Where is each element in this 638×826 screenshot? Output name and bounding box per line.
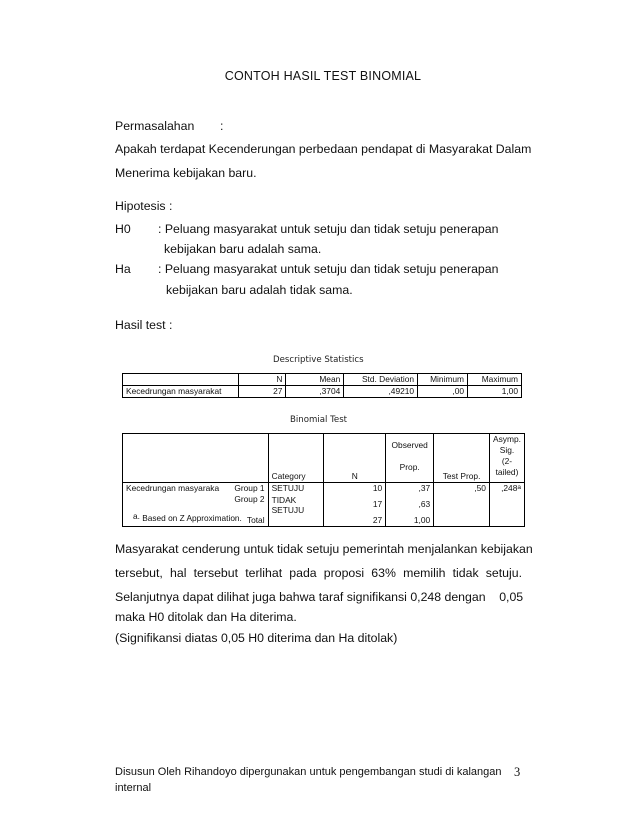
binomial-corner-cell xyxy=(123,434,269,483)
binomial-header-asymp: Asymp. Sig. xyxy=(489,434,524,457)
binomial-header-tailed: (2-tailed) xyxy=(489,456,524,478)
conclusion-line-5: (Signifikansi diatas 0,05 H0 diterima dan Ha ditolak) xyxy=(115,631,398,645)
descriptive-corner-cell xyxy=(123,374,239,386)
ha-line-1: : Peluang masyarakat untuk setuju dan tidak setuju penerapan xyxy=(158,262,499,276)
page-number: 3 xyxy=(514,765,521,779)
binomial-header-observed: Observed xyxy=(386,434,434,457)
ha-line-2: kebijakan baru adalah tidak sama. xyxy=(166,283,353,297)
descriptive-value-max: 1,00 xyxy=(468,386,522,398)
binomial-group-2-label: Group 2 xyxy=(234,494,265,504)
footer-line-2: internal xyxy=(115,782,152,794)
binomial-group-1-test-prop: ,50 xyxy=(434,483,490,495)
h0-line-1: : Peluang masyarakat untuk setuju dan tidak setuju penerapan xyxy=(158,222,499,236)
descriptive-caption: Descriptive Statistics xyxy=(273,355,364,365)
binomial-header-n-blank xyxy=(324,434,386,457)
binomial-sig-footnote-mark: a xyxy=(517,484,521,491)
descriptive-header-mean: Mean xyxy=(286,374,344,386)
binomial-header-test-blank xyxy=(434,434,490,457)
descriptive-header-min: Minimum xyxy=(418,374,468,386)
binomial-header-n: N xyxy=(324,456,386,483)
binomial-group-1-label: Group 1 xyxy=(230,483,268,495)
descriptive-value-mean: ,3704 xyxy=(286,386,344,398)
binomial-footnote: a. Based on Z Approximation. xyxy=(133,511,242,523)
descriptive-value-std: ,49210 xyxy=(344,386,418,398)
descriptive-header-n: N xyxy=(238,374,286,386)
page-title: CONTOH HASIL TEST BINOMIAL xyxy=(224,69,422,83)
binomial-caption: Binomial Test xyxy=(290,415,348,425)
permasalahan-line-2: Menerima kebijakan baru. xyxy=(115,166,257,180)
permasalahan-label: Permasalahan xyxy=(115,119,195,133)
conclusion-line-4: maka H0 ditolak dan Ha diterima. xyxy=(115,610,297,624)
binomial-total-n: 27 xyxy=(324,515,386,527)
descriptive-header-max: Maximum xyxy=(468,374,522,386)
binomial-group-2-prop: ,63 xyxy=(386,494,434,515)
binomial-group-2-n: 17 xyxy=(324,494,386,515)
binomial-group-1-category: SETUJU xyxy=(268,483,324,495)
conclusion-line-1: Masyarakat cenderung untuk tidak setuju pemerintah menjalankan kebijakan xyxy=(115,542,533,556)
binomial-header-category: Category xyxy=(268,456,324,483)
binomial-row-label: Kecedrungan masyaraka xyxy=(123,483,231,495)
descriptive-value-n: 27 xyxy=(238,386,286,398)
binomial-header-category-blank xyxy=(268,434,324,457)
binomial-total-label: Total xyxy=(230,515,268,527)
binomial-group-1-sig: ,248 xyxy=(501,483,518,493)
conclusion-line-2: tersebut, hal tersebut terlihat pada proposi 63% memilih tidak setuju. xyxy=(115,566,522,580)
binomial-group-1-prop: ,37 xyxy=(386,483,434,495)
binomial-total-prop: 1,00 xyxy=(386,515,434,527)
binomial-header-prop: Prop. xyxy=(386,456,434,478)
footer-line-1: Disusun Oleh Rihandoyo dipergunakan untuk pengembangan studi di kalangan xyxy=(115,766,502,778)
permasalahan-colon: : xyxy=(220,119,224,133)
binomial-group-1-n: 10 xyxy=(324,483,386,495)
conclusion-line-3: Selanjutnya dapat dilihat juga bahwa taraf signifikansi 0,248 dengan 0,05 xyxy=(115,590,524,604)
h0-label: H0 xyxy=(115,222,131,236)
binomial-header-test-prop: Test Prop. xyxy=(434,456,490,483)
descriptive-value-min: ,00 xyxy=(418,386,468,398)
binomial-group-1-sig-cell xyxy=(489,483,524,495)
hasil-test-heading: Hasil test : xyxy=(115,318,173,332)
permasalahan-line-1: Apakah terdapat Kecenderungan perbedaan pendapat di Masyarakat Dalam xyxy=(115,142,532,156)
descriptive-row-label: Kecedrungan masyarakat xyxy=(123,386,239,398)
descriptive-statistics-table xyxy=(122,373,522,398)
descriptive-header-std: Std. Deviation xyxy=(344,374,418,386)
hipotesis-heading: Hipotesis : xyxy=(115,199,173,213)
ha-label: Ha xyxy=(115,262,131,276)
binomial-group-2-category: TIDAK SETUJU xyxy=(268,494,324,515)
h0-line-2: kebijakan baru adalah sama. xyxy=(164,242,322,256)
